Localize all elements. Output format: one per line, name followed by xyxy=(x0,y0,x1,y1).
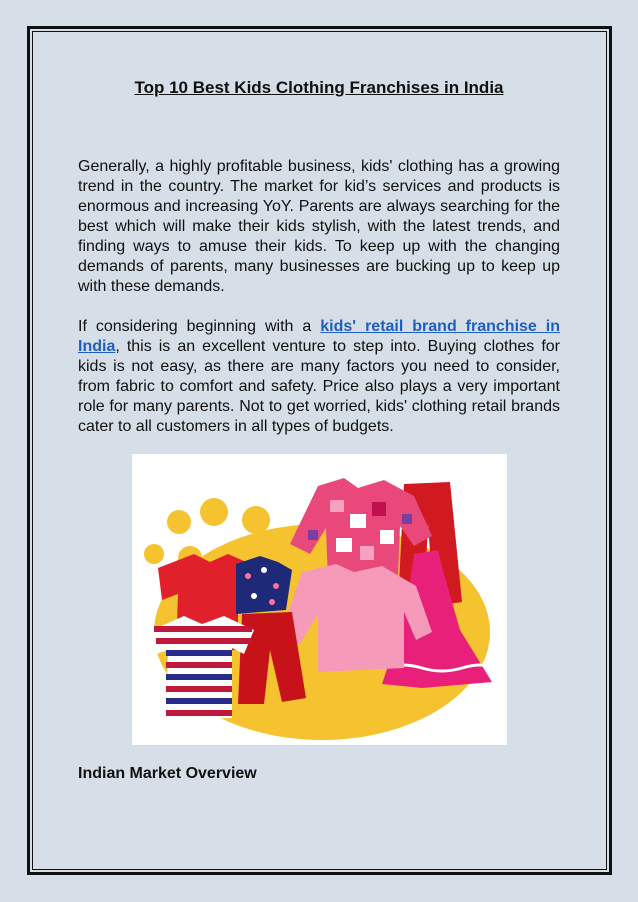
polka-dot xyxy=(242,506,270,534)
polka-dot xyxy=(144,544,164,564)
section-heading-market-overview: Indian Market Overview xyxy=(78,765,257,782)
intro-paragraph: Generally, a highly profitable business, kids' clothing has a growing trend in the country. The market for kid’s services and products is enormous and increasing YoY. Parents are always searching for the best which will make their kids stylish, with the latest trends, and finding ways to amuse their kids. To keep up with the changing demands of parents, many businesses are bucking up to keep up with these demands. xyxy=(78,158,560,295)
polka-dot xyxy=(200,498,228,526)
document-title: Top 10 Best Kids Clothing Franchises in India xyxy=(134,78,504,97)
franchise-paragraph xyxy=(78,317,560,437)
kids-clothing-illustration xyxy=(132,454,507,745)
polka-dot xyxy=(167,510,191,534)
kids-clothing-photo xyxy=(132,454,507,745)
franchise-paragraph-rest: , this is an excellent venture to step into. Buying clothes for kids is not easy, as there are many factors you need to consider, from fabric to comfort and safety. Price also plays a very important role for many parents. Not to get worried, kids' clothing retail brands cater to all customers in all types of budgets. xyxy=(78,338,560,435)
kids-retail-franchise-link[interactable]: kids' retail brand franchise in India xyxy=(78,318,560,355)
franchise-paragraph-lead: If considering beginning with a xyxy=(78,318,321,335)
